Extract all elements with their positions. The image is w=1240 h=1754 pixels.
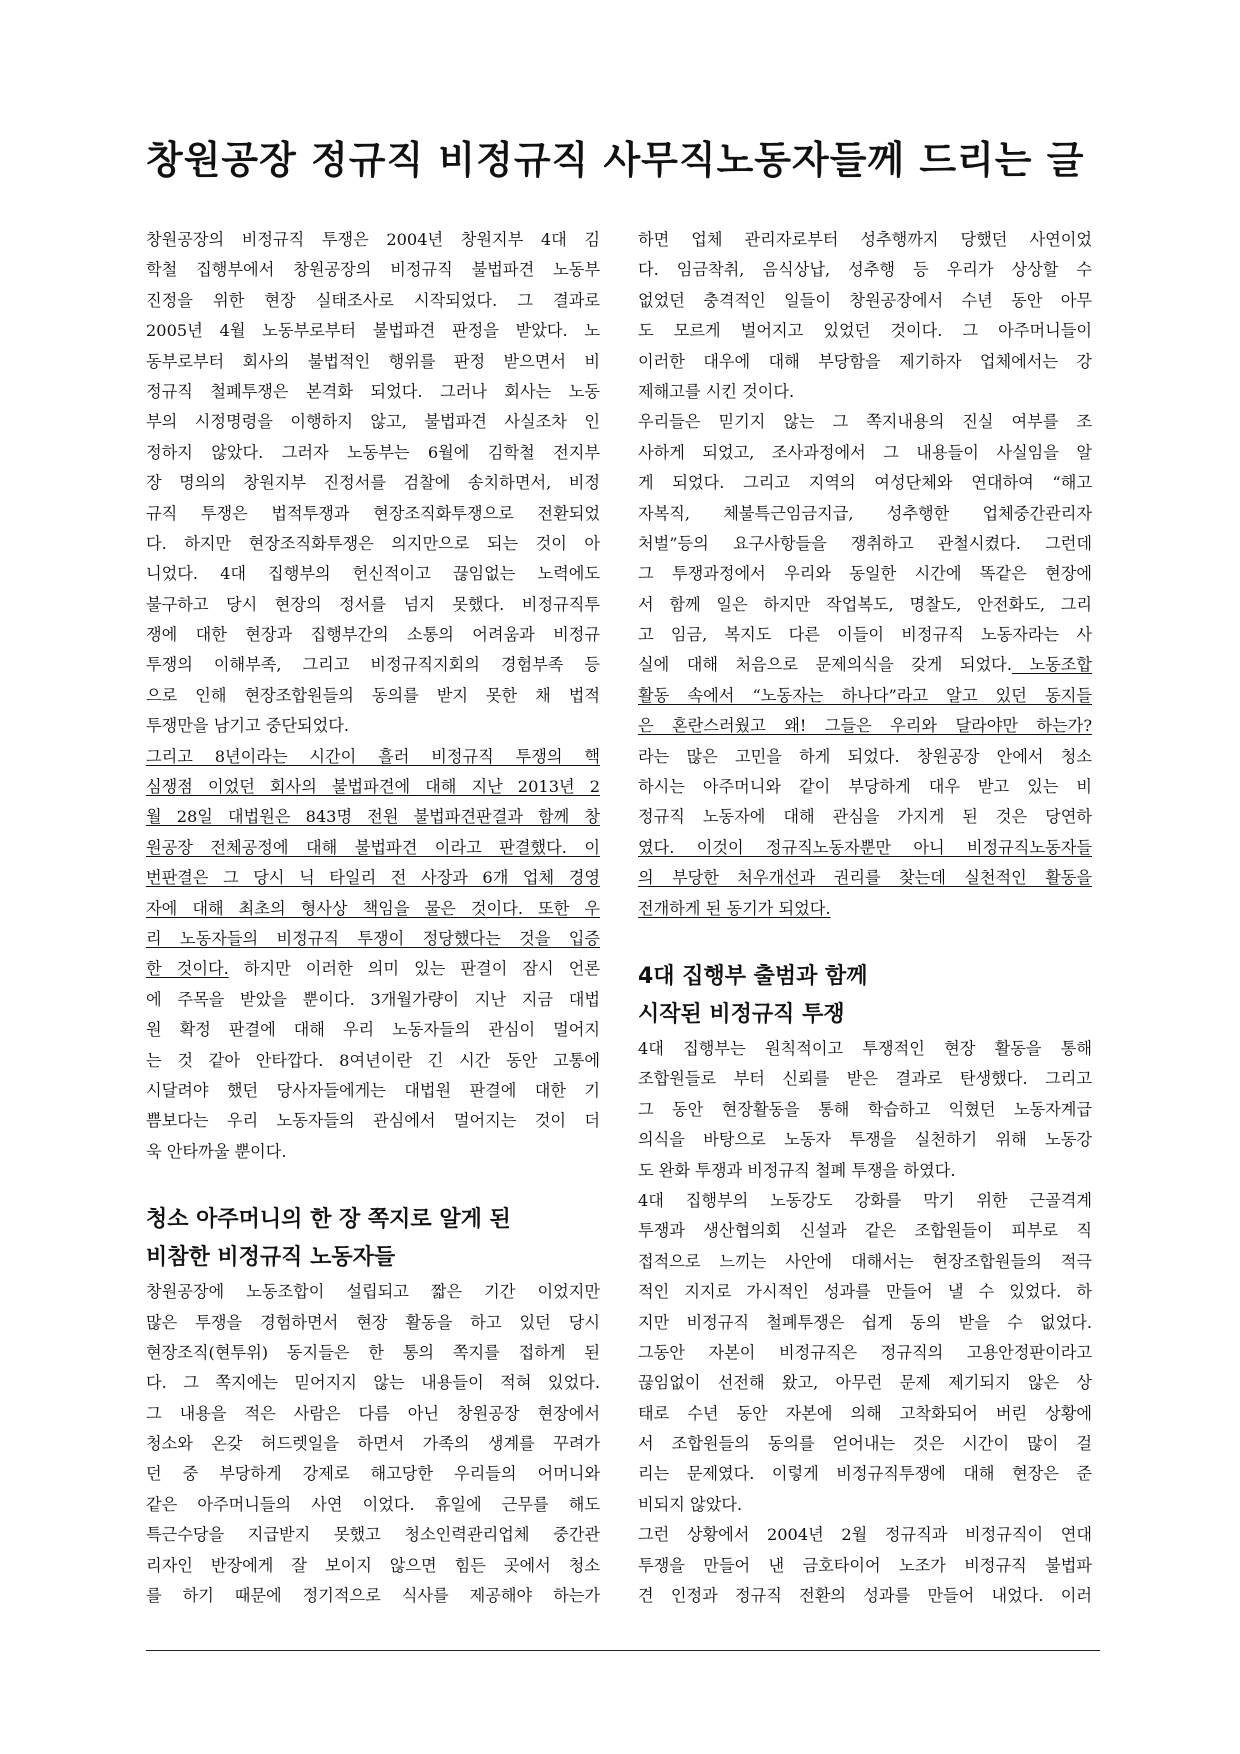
text-line: 2005년 4월 노동부로부터 불법파견 판정을 받았다. 노 [146,321,600,341]
text-line: 정하지 않았다. 그러자 노동부는 6월에 김학철 전지부 [146,442,600,462]
heading-line: 4대 집행부 출범과 함께 [638,963,868,989]
underlined-text: 전개하게 된 동기가 되었다. [638,898,831,918]
text-line: 고 임금, 복지도 다른 이들이 비정규직 노동자라는 사 [638,625,1092,645]
text-line: 조합원들로 부터 신뢰를 받은 결과로 탄생했다. 그리고 [638,1069,1092,1089]
text-line: 던 중 부당하게 강제로 해고당한 우리들의 어머니와 [146,1464,600,1484]
underlined-text: 그리고 8년이라는 시간이 흘러 비정규직 투쟁의 핵 [146,746,600,766]
text-line: 서 함께 일은 하지만 작업복도, 명찰도, 안전화도, 그리 [638,594,1092,614]
underlined-text: 한 것이다. [146,959,229,979]
text-line: 적인 지지로 가시적인 성과를 만들어 낼 수 있었다. 하 [638,1282,1092,1302]
text-line: 특근수당을 지급받지 못했고 청소인력관리업체 중간관 [146,1525,600,1545]
text-line: 자복직, 체불특근임금지급, 성추행한 업체중간관리자 [638,503,1092,523]
page-title: 창원공장 정규직 비정규직 사무직노동자들께 드리는 글 [146,138,1085,182]
text-line: 장 명의의 창원지부 진정서를 검찰에 송치하면서, 비정 [146,473,600,493]
underlined-text: 월 28일 대법원은 843명 전원 불법파견판결과 함께 창 [146,807,600,827]
text-line: 니었다. 4대 집행부의 헌신적이고 끊임없는 노력에도 [146,564,600,584]
text-line [638,650,1092,680]
section-heading [146,1201,600,1277]
text-line: 투쟁을 만들어 낸 금호타이어 노조가 비정규직 불법파 [638,1555,1092,1575]
text-line: 이러한 대우에 대해 부당함을 제기하자 업체에서는 강 [638,351,1092,371]
text-line: 창원공장의 비정규직 투쟁은 2004년 창원지부 4대 김 [146,230,600,249]
plain-text: 실에 대해 처음으로 문제의식을 갖게 되었다. [638,655,1012,675]
underlined-text: 원공장 전체공정에 대해 불법파견 이라고 판결했다. 이 [146,837,600,857]
text-line: 견 인정과 정규직 전환의 성과를 만들어 내었다. 이러 [638,1586,1092,1606]
text-line: 학철 집행부에서 창원공장의 비정규직 불법파견 노동부 [146,260,600,280]
text-line: 투쟁의 이해부족, 그리고 비정규직지회의 경험부족 등 [146,655,600,675]
text-line [638,681,1092,711]
underlined-text: 의 부당한 처우개선과 권리를 찾는데 실천적인 활동을 [638,868,1092,888]
footer-divider [146,1650,1100,1651]
underlined-text: 번판결은 그 당시 닉 타일리 전 사장과 6개 업체 경영 [146,868,600,888]
text-line [638,711,1092,741]
text-line: 투쟁과 생산협의회 신설과 같은 조합원들이 피부로 직 [638,1221,1092,1241]
text-line: 리는 문제였다. 이렇게 비정규직투쟁에 대해 현장은 준 [638,1464,1092,1484]
text-line: 같은 아주머니들의 사연 이었다. 휴일에 근무를 해도 [146,1494,600,1514]
text-line: 욱 안타까울 뿐이다. [146,1141,287,1161]
paragraph [146,1277,600,1611]
text-line: 다. 임금착취, 음식상납, 성추행 등 우리가 상상할 수 [638,260,1092,280]
text-line [146,894,600,924]
underlined-text: 심쟁점 이었던 회사의 불법파견에 대해 지난 2013년 2 [146,777,600,797]
text-line: 4대 집행부의 노동강도 강화를 막기 위한 근골격계 [638,1190,1092,1210]
text-line: 다. 하지만 현장조직화투쟁은 의지만으로 되는 것이 아 [146,533,600,553]
text-line: 접적으로 느끼는 사안에 대해서는 현장조합원들의 적극 [638,1251,1092,1271]
text-line: 투쟁만을 남기고 중단되었다. [146,716,350,736]
text-line: 하시는 아주머니와 같이 부당하게 대우 받고 있는 비 [638,777,1092,797]
right-column [638,225,1092,1611]
text-line: 비되지 않았다. [638,1494,743,1514]
text-line [146,772,600,802]
underlined-text: 자에 대해 최초의 형사상 책임을 물은 것이다. 또한 우 [146,898,600,918]
text-line: 창원공장에 노동조합이 설립되고 짧은 기간 이었지만 [146,1282,600,1302]
text-line: 원 확정 판결에 대해 우리 노동자들의 관심이 멀어지 [146,1020,600,1040]
text-line: 쁨보다는 우리 노동자들의 관심에서 멀어지는 것이 더 [146,1111,600,1131]
left-column [146,225,600,1611]
text-line [638,863,1092,893]
text-line [146,802,600,832]
text-line: 4대 집행부는 원칙적이고 투쟁적인 현장 활동을 통해 [638,1038,1092,1058]
paragraph [638,1186,1092,1520]
text-line [146,833,600,863]
text-line: 규직 투쟁은 법적투쟁과 현장조직화투쟁으로 전환되었 [146,503,600,523]
paragraph [638,225,1092,407]
text-line: 청소와 온갖 허드렛일을 하면서 가족의 생계를 꾸려가 [146,1434,600,1454]
text-line: 서 조합원들의 동의를 얻어내는 것은 시간이 많이 걸 [638,1434,1092,1454]
paragraph [638,1520,1092,1611]
text-line: 를 하기 때문에 정기적으로 식사를 제공해야 하는가 [146,1586,600,1606]
text-line: 라는 많은 고민을 하게 되었다. 창원공장 안에서 청소 [638,746,1092,766]
text-line: 끊임없이 선전해 왔고, 아무런 문제 제기되지 않은 상 [638,1373,1092,1393]
plain-text: 하지만 이러한 의미 있는 판결이 잠시 언론 [228,959,600,979]
text-line [146,954,600,984]
text-line: 우리들은 믿기지 않는 그 쪽지내용의 진실 여부를 조 [638,412,1092,432]
text-line [146,742,600,772]
text-line: 그런 상황에서 2004년 2월 정규직과 비정규직이 연대 [638,1525,1092,1545]
text-line: 에 주목을 받았을 뿐이다. 3개월가량이 지난 지금 대법 [146,989,600,1009]
text-line: 리자인 반장에게 잘 보이지 않으면 힘든 곳에서 청소 [146,1555,600,1575]
text-line: 처벌”등의 요구사항들을 쟁취하고 관철시켰다. 그런데 [638,533,1092,553]
text-line: 정규직 노동자에 대해 관심을 가지게 된 것은 당연하 [638,807,1092,827]
underlined-text: 활동 속에서 “노동자는 하나다”라고 알고 있던 동지들 [638,685,1092,705]
underlined-text: 였다. 이것이 정규직노동자뿐만 아니 비정규직노동자들 [638,837,1092,857]
text-line: 그 내용을 적은 사람은 다름 아닌 창원공장 현장에서 [146,1403,600,1423]
text-line: 진정을 위한 현장 실태조사로 시작되었다. 그 결과로 [146,290,600,310]
text-line: 다. 그 쪽지에는 믿어지지 않는 내용들이 적혀 있었다. [146,1373,600,1393]
underlined-text: 은 혼란스러웠고 왜! 그들은 우리와 달라야만 하는가? [638,716,1092,736]
text-line [146,924,600,954]
text-line: 그 투쟁과정에서 우리와 동일한 시간에 똑같은 현장에 [638,564,1092,584]
text-line: 의식을 바탕으로 노동자 투쟁을 실천하기 위해 노동강 [638,1130,1092,1150]
underlined-text: 노동조합 [1011,655,1092,675]
text-line: 태로 수년 동안 자본에 의해 고착화되어 버린 상황에 [638,1403,1092,1423]
text-line: 도 모르게 벌어지고 있었던 것이다. 그 아주머니들이 [638,321,1092,341]
paragraph [146,225,600,742]
text-line [638,894,1092,924]
text-line: 없었던 충격적인 일들이 창원공장에서 수년 동안 아무 [638,290,1092,310]
heading-line: 청소 아주머니의 한 장 쪽지로 알게 된 [146,1207,511,1233]
text-line: 지만 비정규직 철폐투쟁은 쉽게 동의 받을 수 없었다. [638,1312,1092,1332]
paragraph [638,407,1092,924]
text-line [638,833,1092,863]
text-line: 쟁에 대한 현장과 집행부간의 소통의 어려움과 비정규 [146,625,600,645]
text-line: 으로 인해 현장조합원들의 동의를 받지 못한 채 법적 [146,685,600,705]
text-line: 게 되었다. 그리고 지역의 여성단체와 연대하여 “해고 [638,473,1092,493]
paragraph [146,742,600,1167]
text-line: 부의 시정명령을 이행하지 않고, 불법파견 사실조차 인 [146,412,600,432]
heading-line: 비참한 비정규직 노동자들 [146,1245,396,1271]
text-line: 그 동안 현장활동을 통해 학습하고 익혔던 노동자계급 [638,1099,1092,1119]
text-line: 정규직 철폐투쟁은 본격화 되었다. 그러나 회사는 노동 [146,381,600,401]
text-line [146,863,600,893]
text-line: 현장조직(현투위) 동지들은 한 통의 쪽지를 접하게 된 [146,1342,600,1362]
section-heading [638,958,1092,1034]
heading-line: 시작된 비정규직 투쟁 [638,1001,845,1027]
text-line: 그동안 자본이 비정규직은 정규직의 고용안정판이라고 [638,1342,1092,1362]
text-line: 하면 업체 관리자로부터 성추행까지 당했던 사연이었 [638,230,1092,249]
text-line: 시달려야 했던 당사자들에게는 대법원 판결에 대한 기 [146,1080,600,1100]
text-line: 는 것 같아 안타깝다. 8여년이란 긴 시간 동안 고통에 [146,1050,600,1070]
text-line: 도 완화 투쟁과 비정규직 철폐 투쟁을 하였다. [638,1160,956,1180]
underlined-text: 리 노동자들의 비정규직 투쟁이 정당했다는 것을 입증 [146,928,600,948]
paragraph [638,1034,1092,1186]
text-line: 제해고를 시킨 것이다. [638,381,795,401]
text-line: 사하게 되었고, 조사과정에서 그 내용들이 사실임을 알 [638,442,1092,462]
text-line: 불구하고 당시 현장의 정서를 넘지 못했다. 비정규직투 [146,594,600,614]
text-line: 많은 투쟁을 경험하면서 현장 활동을 하고 있던 당시 [146,1312,600,1332]
text-line: 동부로부터 회사의 불법적인 행위를 판정 받으면서 비 [146,351,600,371]
